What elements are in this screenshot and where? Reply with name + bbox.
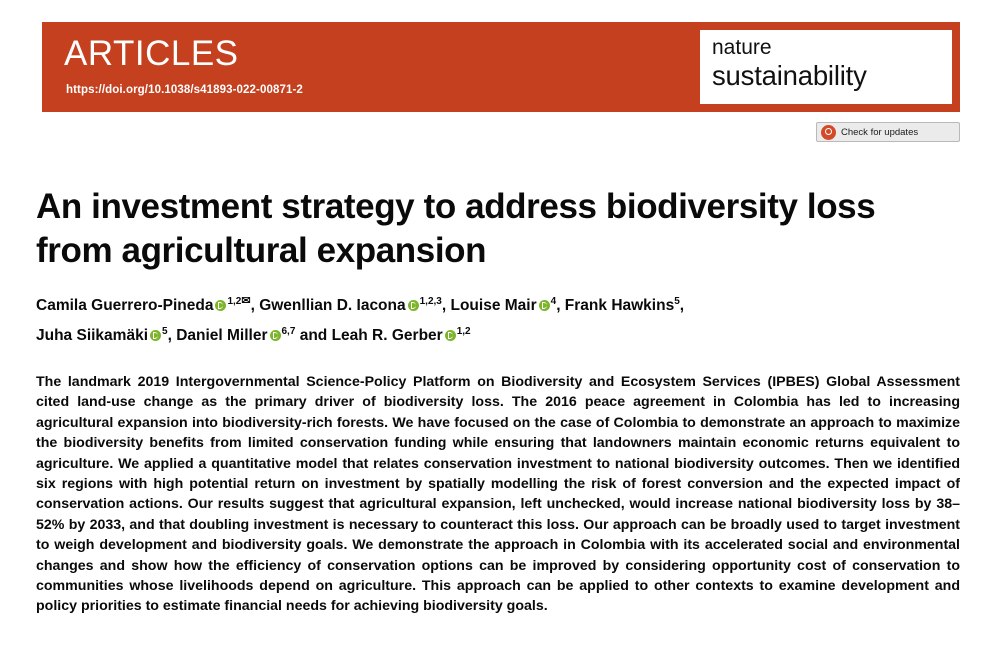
journal-name-line2: sustainability [712,60,867,91]
author-name[interactable]: Juha Siikamäki [36,327,149,345]
page-title: An investment strategy to address biodiversity loss from agricultural expansion [36,187,876,271]
abstract-text: The landmark 2019 Intergovernmental Science-Policy Platform on Biodiversity and Ecosystem Services (IPBES) Global Assessment cited land-use change as the primary driver of biodiversity loss. The 2016 peace agreement in Colombia has led to increasing agricultural expansion into biodiversity-rich forests. We have focused on the case of Colombia to demonstrate an approach to maximize the biodiversity benefits from limited conservation funding while ensuring that landowners maintain economic returns equivalent to agriculture. We applied a quantitative model that relates conservation investment to national biodiversity outcomes. Then we identified six regions with high potential return on investment by spatially modelling the risk of forest conversion and the expected impact of conservation actions. Our results suggest that agricultural expansion, left unchecked, would increase national biodiversity loss by 38–52% by 2033, and that doubling investment is necessary to counteract this loss. Our approach can be broadly used to target investment to weigh development and biodiversity goals. We demonstrate the approach in Colombia with its accelerated social and environmental changes and show how the efficiency of conservation options can be improved by considering opportunity cost of conservation to communities whose livelihoods depend on agriculture. This approach can be applied to other contexts to examine development and policy priorities to estimate financial needs for achieving biodiversity goals. [36,374,960,615]
orcid-icon[interactable] [215,300,226,311]
author-affiliation-marker: 6,7 [281,326,296,338]
author-name[interactable]: Camila Guerrero-Pineda [36,297,214,315]
author-affiliation-marker: 1,2,3 [419,296,442,307]
author-affiliation-marker: 4 [550,296,557,307]
author-name[interactable]: , Daniel Miller [167,327,268,345]
author-affiliation-marker: 1,2 [227,296,242,307]
journal-name-line1: nature [712,36,772,59]
author-affiliation-marker: 1,2 [456,326,471,338]
check-for-updates-label: Check for updates [841,126,919,138]
author-name[interactable]: and Leah R. Gerber [295,327,443,345]
refresh-circle-icon [821,125,836,140]
author-name[interactable]: , Louise Mair [441,297,537,315]
doi-link[interactable]: https://doi.org/10.1038/s41893-022-00871-2 [66,84,303,96]
author-name[interactable]: , Frank Hawkins [556,297,675,315]
check-for-updates-button[interactable] [816,122,960,142]
orcid-icon[interactable] [539,300,550,311]
author-affiliation-marker: 5 [674,296,680,307]
email-icon[interactable]: ✉ [241,295,251,307]
journal-logo [700,30,952,104]
orcid-icon[interactable] [408,300,419,311]
author-affiliation-marker: 5 [162,326,168,338]
orcid-icon[interactable] [445,330,456,341]
orcid-icon[interactable] [270,330,281,341]
author-name[interactable]: , Gwenllian D. Iacona [250,297,406,315]
orcid-icon[interactable] [150,330,161,341]
section-label: ARTICLES [64,34,239,73]
author-separator: , [679,297,685,315]
author-list [36,288,956,349]
article-header-banner [42,22,960,112]
